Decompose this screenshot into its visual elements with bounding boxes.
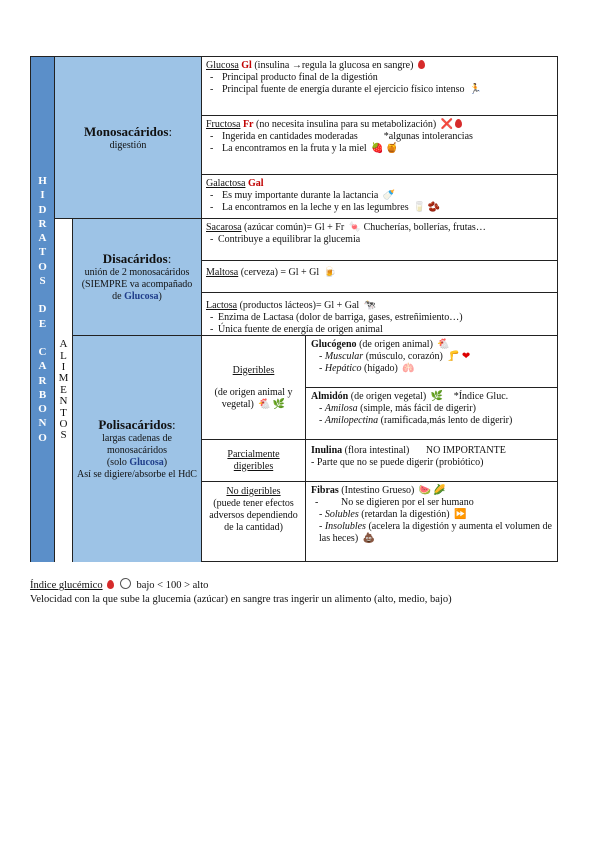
vletter: T <box>38 246 47 259</box>
vletter: C <box>38 345 47 358</box>
almidon-desc: (de origen vegetal) <box>350 391 427 402</box>
glucosa-desc: (insulina →regula la glucosa en sangre) <box>254 60 414 71</box>
di-subtitle: unión de 2 monosacáridos (SIEMPRE va acompañado de Glucosa) <box>81 267 193 302</box>
fructosa-item: - Ingerida en cantidades moderadas *algunas intolerancias <box>206 131 554 143</box>
corn-icon: 🌽 <box>433 485 446 496</box>
fructosa-row <box>202 116 558 175</box>
vletter: O <box>38 403 47 416</box>
glycemic-index-scale: bajo < 100 > alto <box>136 580 209 591</box>
nodig-cell <box>202 482 306 562</box>
lactosa-item: - Enzima de Lactasa (dolor de barriga, gases, estreñimiento…) <box>206 312 554 324</box>
fructosa-item: - La encontramos en la fruta y la miel 🍓 🍯 <box>206 143 554 155</box>
vletter: R <box>38 374 47 387</box>
almidon-note: *Índice Gluc. <box>453 391 509 402</box>
mono-subtitle: digestión <box>109 139 147 151</box>
lactosa-desc: (productos lácteos)= Gl + Gal <box>239 300 360 311</box>
poop-icon: 💩 <box>362 533 376 544</box>
alimentos-column <box>55 219 73 562</box>
sacarosa-row <box>202 219 558 261</box>
galactosa-abbr: Gal <box>247 178 264 189</box>
fast-forward-icon: ⏩ <box>454 509 467 520</box>
fructosa-name: Fructosa <box>206 119 241 130</box>
fibras-desc: (Intestino Grueso) <box>341 485 415 496</box>
nodig-label: No digeribles <box>226 486 281 497</box>
mono-rows <box>202 57 558 219</box>
digeribles-label: Digeribles <box>232 364 275 376</box>
glucosa-row <box>202 57 558 116</box>
almidon-row <box>306 388 558 440</box>
baby-bottle-icon: 🍼 <box>382 190 396 201</box>
fibras-row <box>306 482 558 562</box>
poli-colon: : <box>172 417 176 432</box>
poli-subtitle4: Así se digiere/absorbe el HdC <box>77 469 197 480</box>
glycemic-index-line <box>30 578 452 593</box>
aletter: N <box>59 395 68 408</box>
maltosa-row <box>202 261 558 293</box>
vletter: H <box>38 174 47 187</box>
aletter: L <box>60 349 67 362</box>
fructosa-note: *algunas intolerancias <box>383 131 473 142</box>
poli-subtitle2: (solo Glucosa) <box>106 457 168 468</box>
poli-subtitle-key: Glucosa <box>129 457 164 468</box>
mono-title: Monosacáridos <box>83 123 169 139</box>
digeribles-cell <box>202 336 306 440</box>
mono-colon: : <box>168 123 173 139</box>
runner-icon: 🏃 <box>469 84 482 95</box>
aletter: T <box>60 406 67 419</box>
vletter: S <box>39 275 46 288</box>
cow-icon: 🐄 <box>363 300 377 311</box>
di-colon: : <box>167 251 172 266</box>
galactosa-item: - Es muy importante durante la lactancia 🍼 <box>206 190 554 202</box>
glucogeno-row <box>306 336 558 388</box>
vletter: A <box>38 232 47 245</box>
beer-icon: 🍺 <box>323 267 337 278</box>
digeribles-sub: (de origen animal y vegetal) 🐔 🌿 <box>214 386 293 410</box>
sacarosa-item: - Contribuye a equilibrar la glucemia <box>206 234 554 246</box>
vletter: N <box>38 417 47 430</box>
vletter: D <box>38 203 47 216</box>
glucogeno-name: Glucógeno <box>311 339 357 350</box>
lungs-icon: 🫁 <box>402 363 415 374</box>
di-title: Disacáridos <box>102 251 168 266</box>
vletter: D <box>38 303 47 316</box>
vletter: B <box>38 388 47 401</box>
lactosa-item: - Única fuente de energía de origen animal <box>206 324 554 336</box>
fibras-item0: - No se digieren por el ser humano <box>311 497 553 509</box>
glucogeno-item: - Hepático (hígado) 🫁 <box>319 363 415 374</box>
fibras-name: Fibras <box>311 485 339 496</box>
parcial-label: Parcialmente digeribles <box>227 448 280 472</box>
fibras-item: - Insolubles (acelera la digestión y aumenta el volumen de las heces) 💩 <box>319 521 552 544</box>
blood-drop-icon <box>455 119 462 128</box>
glucosa-item: - Principal fuente de energía durante el ejercicio físico intenso 🏃 <box>206 84 554 96</box>
sacarosa-name: Sacarosa <box>206 222 242 233</box>
honey-icon: 🍯 <box>385 143 399 154</box>
nodig-sub: (puede tener efectos adversos dependiendo de la cantidad) <box>209 498 298 533</box>
aletter: A <box>59 338 68 351</box>
melon-icon: 🍉 <box>418 485 432 496</box>
vletter: O <box>38 260 47 273</box>
sacarosa-desc: (azúcar común)= Gl + Fr <box>244 222 345 233</box>
aletter: O <box>59 418 68 431</box>
almidon-name: Almidón <box>311 391 349 402</box>
glucosa-item: - Principal producto final de la digestión <box>206 72 554 84</box>
milk-icon: 🥛 <box>413 202 426 213</box>
lactosa-name: Lactosa <box>206 300 238 311</box>
almidon-item: - Amilopectina (ramificada,más lento de digerir) <box>319 415 513 426</box>
leg-icon: 🦵 <box>447 351 460 362</box>
glucogeno-desc: (de origen animal) <box>359 339 433 350</box>
clock-icon <box>120 578 131 589</box>
glucosa-abbr: Gl <box>241 60 252 71</box>
fructosa-abbr: Fr <box>242 119 254 130</box>
aletter: E <box>60 383 67 396</box>
glucosa-name: Glucosa <box>206 60 239 71</box>
inulina-name: Inulina <box>311 445 343 456</box>
inulina-note: NO IMPORTANTE <box>425 445 506 456</box>
carbohydrates-table <box>30 56 558 562</box>
leaf-icon: 🌿 <box>430 391 444 402</box>
aletter: S <box>60 429 67 442</box>
candy-icon: 🍬 <box>348 222 362 233</box>
poli-subtitle1: largas cadenas de monosacáridos <box>102 433 172 456</box>
vletter: R <box>38 217 47 230</box>
vletter: I <box>40 189 45 202</box>
aletter: I <box>61 360 66 373</box>
cross-icon: ❌ <box>440 119 454 130</box>
galactosa-name: Galactosa <box>206 178 246 189</box>
footer <box>30 578 452 607</box>
strawberry-icon: 🍓 <box>371 143 384 154</box>
leaf-icon: 🌿 <box>272 398 286 410</box>
maltosa-name: Maltosa <box>206 267 239 278</box>
aletter: M <box>58 372 69 385</box>
chicken-icon: 🐔 <box>437 339 450 350</box>
almidon-item: - Amilosa (simple, más fácil de digerir) <box>319 403 476 414</box>
sacarosa-extra: Chucherías, bollerías, frutas… <box>363 222 486 233</box>
inulina-item: - Parte que no se puede digerir (probiótico) <box>311 457 484 468</box>
di-rows <box>202 219 558 336</box>
vletter: E <box>38 317 47 330</box>
poli-title: Polisacáridos <box>98 417 173 432</box>
galactosa-item: - La encontramos en la leche y en las legumbres 🥛 🫘 <box>206 202 554 214</box>
chicken-icon: 🐔 <box>258 398 271 410</box>
mono-category <box>55 57 202 219</box>
di-category <box>73 219 202 336</box>
glucogeno-item: - Muscular (músculo, corazón) 🦵 ❤ <box>319 351 471 362</box>
poli-category <box>73 336 202 562</box>
vletter: A <box>38 360 47 373</box>
beans-icon: 🫘 <box>427 202 440 213</box>
di-subtitle-key: Glucosa <box>124 291 159 302</box>
inulina-row <box>306 440 558 482</box>
blood-drop-icon <box>418 60 425 69</box>
vletter: O <box>38 431 47 444</box>
heart-icon: ❤ <box>461 351 471 362</box>
maltosa-desc: (cerveza) = Gl + Gl <box>240 267 320 278</box>
glycemic-index-desc: Velocidad con la que sube la glucemia (azúcar) en sangre tras ingerir un alimento (alto, medio, bajo) <box>30 594 452 605</box>
inulina-desc: (flora intestinal) <box>344 445 410 456</box>
parcial-cell <box>202 440 306 482</box>
glycemic-index-title: Índice glucémico <box>30 580 103 591</box>
vertical-title <box>31 57 55 562</box>
blood-drop-icon <box>107 580 114 589</box>
fructosa-desc: (no necesita insulina para su metabolización) <box>256 119 437 130</box>
fibras-item: - Solubles (retardan la digestión) ⏩ <box>319 509 467 520</box>
